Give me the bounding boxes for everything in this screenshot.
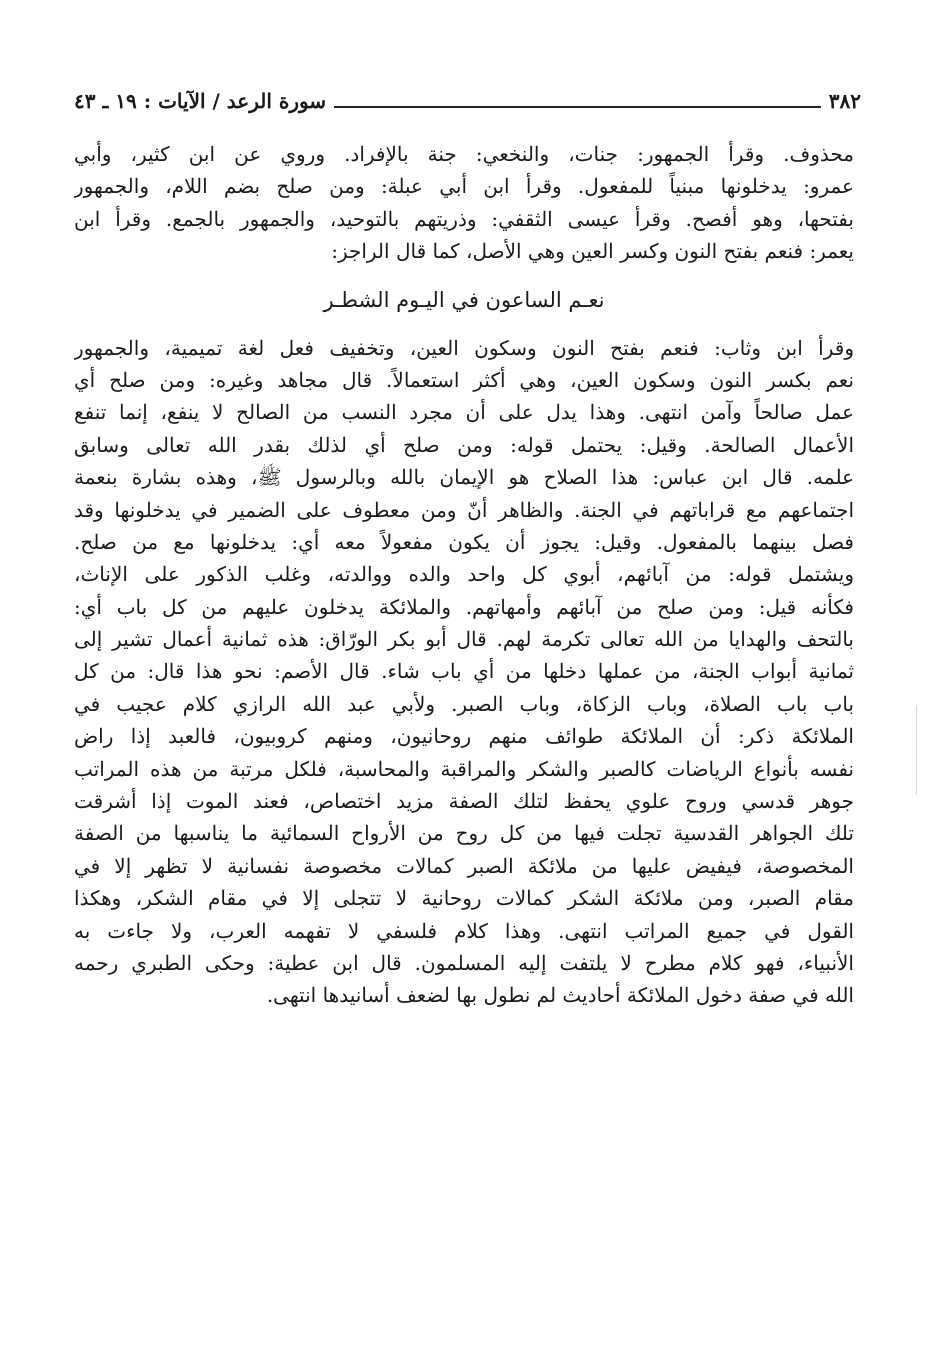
page-number: ٣٨٢ <box>828 89 861 113</box>
text-line: عمرو: يدخلونها مبنياً للمفعول. وقرأ ابن أبي عبلة: ومن صلح بضم اللام، والجمهور <box>74 174 854 199</box>
header-rule <box>334 106 821 108</box>
text-line: المخصوصة، فيفيض عليها من ملائكة الصبر كمالات مخصوصة نفسانية لا تظهر إلا في <box>74 853 854 878</box>
margin-mark <box>916 705 917 795</box>
text-line: ثمانية أبواب الجنة، من عملها دخلها من أي باب شاء. قال الأصم: نحو هذا قال: من كل <box>74 659 854 684</box>
text-line: القول في جميع المراتب انتهى. وهذا كلام فلسفي لا تفهمه العرب، ولا جاءت به <box>74 918 854 943</box>
text-line: نفسه بأنواع الرياضات كالصبر والشكر والمراقبة والمحاسبة، فلكل مرتبة من هذه المراتب <box>74 756 854 781</box>
text-line: فكأنه قيل: ومن صلح من آبائهم وأمهاتهم. والملائكة يدخلون عليهم من كل باب أي: <box>74 594 854 619</box>
text-line: محذوف. وقرأ الجمهور: جنات، والنخعي: جنة بالإفراد. وروي عن ابن كثير، وأبي <box>74 142 854 166</box>
text-line: نعم بكسر النون وسكون العين، وهي أكثر استعمالاً. قال مجاهد وغيره: ومن صلح أي <box>74 367 854 392</box>
poetry-verse: نعـم الساعون في اليـوم الشطـر <box>323 287 605 312</box>
text-line: فصل بينهما بالمفعول. وقيل: يجوز أن يكون مفعولاً معه أي: يدخلونها مع من صلح. <box>74 529 854 554</box>
text-line: الأنبياء، فهو كلام مطرح لا يلتفت إليه المسلمون. قال ابن عطية: وحكى الطبري رحمه <box>74 950 854 975</box>
text-line: بفتحها، وهو أفصح. وقرأ عيسى الثقفي: وذريتهم بالتوحيد، والجمهور بالجمع. وقرأ ابن <box>74 206 854 231</box>
text-line: عمل صالحاً وآمن انتهى. وهذا يدل على أن مجرد النسب من الصالح لا ينفع، إنما تنفع <box>74 400 854 425</box>
text-line: يعمر: فنعم بفتح النون وكسر العين وهي الأصل، كما قال الراجز: <box>331 239 854 264</box>
text-line: علمه. قال ابن عباس: هذا الصلاح هو الإيمان بالله وبالرسول ﷺ، وهذه بشارة بنعمة <box>74 465 854 490</box>
text-line: وقرأ ابن وثاب: فنعم بفتح النون وسكون العين، وتخفيف فعل لغة تميمية، والجمهور <box>74 335 854 360</box>
text-line: الله في صفة دخول الملائكة أحاديث لم نطول بها لضعف أسانيدها انتهى. <box>266 983 854 1008</box>
text-line: جوهر قدسي وروح علوي يحفظ لتلك الصفة مزيد اختصاص، فعند الموت إذا أشرقت <box>74 789 854 814</box>
text-line: ويشتمل قوله: من آبائهم، أبوي كل واحد والده ووالدته، وغلب الذكور على الإناث، <box>74 562 854 587</box>
text-line: بالتحف والهدايا من الله تعالى تكرمة لهم. قال أبو بكر الورّاق: هذه ثمانية أعمال تشير إلى <box>74 627 854 652</box>
text-line: الملائكة ذكر: أن الملائكة طوائف منهم روحانيون، ومنهم كروبيون، فالعبد إذا راض <box>74 724 854 749</box>
text-line: الأعمال الصالحة. وقيل: يحتمل قوله: ومن صلح أي لذلك بقدر الله تعالى وسابق <box>74 432 854 457</box>
surah-title: سورة الرعد / الآيات : ١٩ ـ ٤٣ <box>74 89 327 113</box>
text-line: مقام الصبر، ومن ملائكة الشكر كمالات روحانية لا تتجلى إلا في مقام الشكر، وهكذا <box>74 886 854 911</box>
page-header <box>74 82 861 112</box>
text-line: اجتماعهم مع قراباتهم في الجنة. والظاهر أنّ ومن معطوف على الضمير في يدخلونها وقد <box>74 497 854 522</box>
text-line: باب باب الصلاة، وباب الزكاة، وباب الصبر. ولأبي عبد الله الرازي كلام عجيب في <box>74 691 854 716</box>
body-text <box>74 138 854 1012</box>
text-line: تلك الجواهر القدسية تجلت فيها من كل روح من الأرواح السمائية ما يناسبها من الصفة <box>74 821 854 846</box>
